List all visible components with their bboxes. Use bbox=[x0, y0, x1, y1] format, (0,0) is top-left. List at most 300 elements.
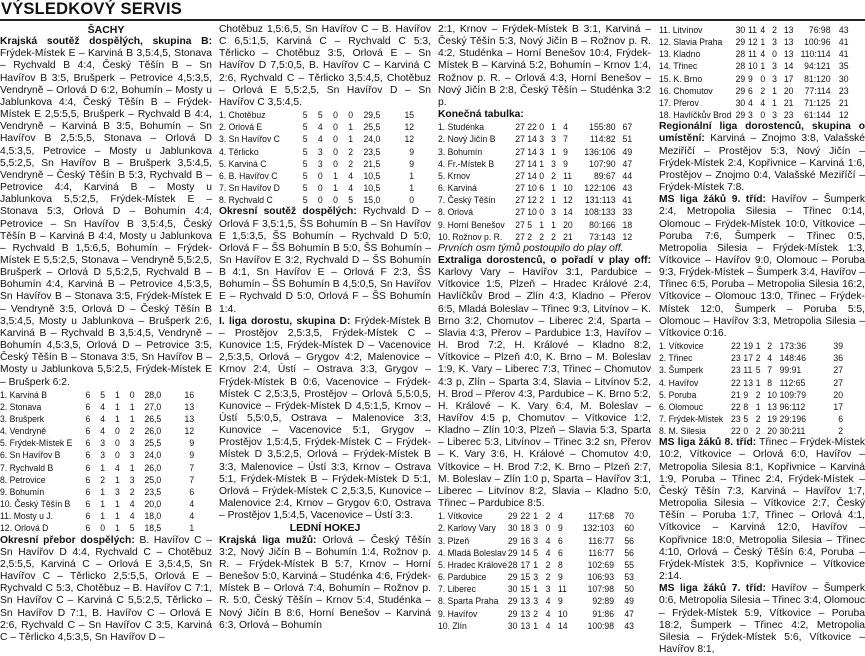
table-cell: 5 bbox=[527, 218, 533, 230]
table-cell: 14 bbox=[520, 546, 531, 558]
table-cell: 1 bbox=[115, 510, 120, 522]
table-cell: 12 bbox=[184, 425, 195, 437]
table-cell: 22 bbox=[731, 425, 741, 437]
table-cell: 2 bbox=[129, 425, 135, 437]
table-cell: 49 bbox=[622, 145, 633, 157]
hockey-extraliga-results bbox=[438, 255, 651, 510]
table-cell: 4 bbox=[348, 182, 354, 194]
table-cell: 25,5 bbox=[363, 121, 381, 133]
chess-okresni-prebor-heading: Okresní přebor dospělých: bbox=[0, 534, 135, 546]
table-cell: 1 bbox=[115, 388, 120, 400]
table-cell: 33 bbox=[622, 206, 633, 218]
column-4 bbox=[659, 24, 865, 656]
table-cell: 9. Bohumín bbox=[0, 485, 45, 497]
table-cell: 100:98 bbox=[587, 619, 615, 631]
table-cell: 9. Havířov bbox=[438, 607, 478, 619]
table-cell: 0 bbox=[333, 157, 338, 169]
table-cell: 17 bbox=[520, 558, 531, 570]
table-cell: 23 bbox=[838, 84, 849, 96]
table-cell: 2. Orlová E bbox=[219, 121, 263, 133]
table-cell: 13 bbox=[783, 24, 794, 35]
table-row bbox=[0, 389, 194, 401]
table-cell: 80:166 bbox=[589, 218, 616, 230]
table-cell: 2 bbox=[755, 388, 761, 400]
table-row bbox=[438, 571, 634, 583]
table-cell: 22 bbox=[527, 121, 537, 133]
table-cell: 1 bbox=[533, 583, 539, 595]
table-cell: 4 bbox=[100, 413, 106, 424]
table-cell: 4 bbox=[545, 546, 551, 558]
table-cell: 11 bbox=[747, 48, 757, 60]
table-cell: 56 bbox=[624, 546, 634, 558]
table-row bbox=[438, 133, 632, 145]
table-cell: 16 bbox=[520, 534, 531, 546]
table-cell: 4 bbox=[760, 48, 766, 60]
table-row bbox=[659, 425, 849, 437]
table-cell: 11 bbox=[557, 583, 567, 595]
table-cell: 27 bbox=[515, 121, 525, 133]
table-cell: 1 bbox=[533, 510, 539, 522]
table-cell: 1 bbox=[551, 145, 556, 157]
table-row bbox=[438, 146, 632, 158]
table-cell: 44 bbox=[622, 169, 633, 181]
table-cell: 0 bbox=[333, 133, 338, 145]
table-cell: 60 bbox=[624, 522, 634, 534]
table-cell: 13 bbox=[743, 376, 753, 388]
table-cell: 3 bbox=[533, 595, 539, 607]
chess-youth-league-results bbox=[219, 316, 431, 523]
table-cell: 10 bbox=[767, 388, 777, 400]
table-cell: 8. Sparta Praha bbox=[438, 595, 499, 607]
table-cell: 2 bbox=[100, 473, 106, 485]
table-cell: 26,0 bbox=[144, 425, 162, 437]
table-cell: 3 bbox=[533, 534, 539, 546]
table-cell: 6 bbox=[85, 388, 91, 400]
table-cell: 14 bbox=[527, 157, 537, 169]
hockey-ms-liga-7-text: Havířov – Šumperk 0:6, Metropolia Silesia – Třinec 3:4, Olomouc – Frýdek-Místek 5:9, Vítkovice – Poruba 18:2, Šumperk – Třinec 4:2, Metropolia Silesia – Frýdek-Místek 5:6, Vítkovice – Havířov 8:1, bbox=[659, 583, 865, 655]
table-cell: 47 bbox=[624, 607, 634, 619]
table-cell: 0 bbox=[333, 145, 338, 157]
table-cell: 39 bbox=[833, 340, 843, 352]
table-cell: 1 bbox=[539, 157, 545, 169]
table-cell: 1. Studénka bbox=[438, 121, 485, 133]
table-cell: 1 bbox=[115, 522, 120, 534]
hockey-extraliga-heading: Extraliga dorostenců, o pořadí v play off: bbox=[438, 254, 651, 266]
table-cell: 0 bbox=[317, 169, 323, 181]
hockey-krajska-liga-continued: 2:1, Krnov – Frýdek-Místek B 3:1, Karviná – Český Těšín 5:3, Nový Jičín B – Rožnov p. R. 4:2, Studénka – Horní Benešov 10:4, Frýdek-Místek B – Karviná 5:2, Bohumín – Krnov 1:4, Rožnov p. R. – Orlová 4:3, Horní Benešov – Nový Jičín B 2:8, Český Těšín – Studénka 3:2 p. bbox=[438, 24, 651, 108]
table-row bbox=[438, 206, 632, 218]
table-cell: 10 bbox=[557, 607, 568, 619]
chess-krajska-text: Frýdek-Místek E – Karviná B 3,5:4,5, Stonava – Rychvald B 4:4, Český Těšín B – Sn Havířov B 3:5, Brušperk – Petrovice 4,5:3,5, Vendryně – Orlová D 6:2, Bohumín – Mosty u Jablunkova 4:4, Český Těšín B – Frýdek-Místek E 2,5:5,5, Brušperk – Rychvald B 4:4, Vendryně – Karviná B 3:5, Bohumín – Sn Havířov B 2,5:5,5, Stonava – Orlová D 4,5:3,5, Petrovice – Mosty u Jablunkova 5,5:2,5, Sn Havířov B – Brušperk 3,5:4,5, Vendryně – Český Těšín B 5:3, Rychvald B – Petrovice 4:4, Karviná B – Mosty u Jablunkova 5,5:2,5, Frýdek-Místek E – Stonava 5:3, Orlová D – Bohumín 4:4, Petrovice – Sn Havířov B 3,5:4,5, Český Těšín B – Karviná B 4:4, Mosty u Jablunkova – Rychvald B 1,5:6,5, Bohumín – Frýdek-Místek E 5,5:2,5, Stonava – Vendryně 5,5:2,5, Brušperk – Orlová D 5,5:2,5, Rychvald B – Bohumín 4:4, Karviná B – Petrovice 4,5:3,5, Sn Havířov B – Stonava 3:5, Frýdek-Místek E – Vendryně 3:5, Orlová D – Český Těšín B 3,5:4,5, Mosty u Jablunkova – Brušperk 2:6, Karviná B – Rychvald B 3,5:4,5, Vendryně – Bohumín 4,5:3,5, Orlová D – Petrovice 3:5, Český Těšín B – Stonava 3:5, Sn Havířov B – Mosty u Jablunkova 5,5:2,5, Frýdek-Místek E – Brušperk 6:2. bbox=[0, 48, 212, 388]
table-row bbox=[219, 109, 414, 121]
table-row bbox=[659, 352, 849, 364]
table-cell: 29 bbox=[735, 109, 746, 121]
table-cell: 132:103 bbox=[582, 522, 615, 534]
table-cell: 9 bbox=[557, 595, 563, 607]
table-cell: 13 bbox=[520, 619, 531, 631]
hockey-extraliga-standings-continued bbox=[659, 24, 849, 121]
table-cell: 5. Hradec Králové bbox=[438, 558, 508, 570]
table-cell: 6 bbox=[539, 182, 545, 194]
hockey-regional-league-text: Karviná – Znojmo 3:8, Valašské Meziříčí – Prostějov 5:3, Nový Jičín – Frýdek-Místek 2:4, Kopřivnice – Karviná 1:6, Prostějov – Znojmo 0:4, Valašské Meziříčí – Frýdek-Místek 7:8. bbox=[659, 133, 865, 194]
table-cell: 9 bbox=[557, 571, 563, 583]
table-cell: 1 bbox=[115, 413, 120, 424]
table-cell: 41 bbox=[622, 194, 633, 206]
table-cell: 18,5 bbox=[144, 522, 162, 534]
table-cell: 5 bbox=[100, 388, 106, 400]
table-cell: 16. Chomutov bbox=[659, 84, 713, 96]
section-heading-chess: ŠACHY bbox=[87, 24, 125, 36]
table-cell: 13. Kladno bbox=[659, 48, 701, 60]
table-cell: 2 bbox=[838, 425, 843, 437]
table-cell: 12 bbox=[527, 194, 537, 206]
table-cell: 1 bbox=[333, 182, 338, 194]
table-cell: 29 bbox=[507, 571, 518, 583]
table-cell: 1 bbox=[348, 121, 354, 133]
table-cell: 106:93 bbox=[587, 571, 615, 583]
table-row bbox=[438, 219, 632, 231]
table-cell: 27,0 bbox=[144, 400, 162, 412]
table-cell: 148:46 bbox=[779, 352, 806, 364]
table-cell: 29 bbox=[735, 84, 746, 96]
table-cell: 9 bbox=[563, 145, 568, 157]
table-cell: 6 bbox=[85, 400, 91, 412]
table-cell: 4 bbox=[189, 510, 195, 522]
hockey-extraliga-text: Karlovy Vary – Havířov 3:1, Pardubice – Vítkovice 1:5, Plzeň – Hradec Králové 2:4, Havlíčkův Brod – Zlín 4:3, Kladno – Přerov 6:5, Mladá Boleslav – Třinec 9:3, Litvínov – K. Brno 3:2, Chomutov – Liberec 2:4, Sparta – Slavia 4:3, Přerov – Pardubice 1:3, Havířov – H. Brod 7:2, H. Králové – Kladno 8:2, Vítkovice – Plzeň 4:0, K. Brno – M. Boleslav 1:9, K. Vary – Liberec 7:3, Třinec – Chomutov 4:3 p, Zlín – Sparta 3:4, Slavia – Litvínov 5:2, H. Brod – Přerov 4:3, Pardubice – K. Brno 5:2, H. Králové – K. Vary 6:4, M. Boleslav – Havířov 4:5 p, Chomutov – Vítkovice 1:2, Kladno – Zlín 10:3, Plzeň – Slavia 5:3, Sparta – Liberec 5:3, Litvínov – Třinec 3:2 sn, Přerov – K. Vary 3:6, H. Králové – Chomutov 4:0, Vítkovice – H. Brod 7:2, K. Brno – Plzeň 2:7, M. Boleslav – Zlín 1:0 p, Sparta – Havířov 3:1, Liberec – Litvínov 8:2, Slavia – Kladno 5:0, Třinec – Pardubice 8:5. bbox=[438, 267, 651, 510]
table-cell: 3. Šumperk bbox=[659, 364, 704, 376]
chess-krajska-standings bbox=[0, 389, 194, 535]
table-cell: 13 bbox=[184, 400, 195, 412]
table-cell: 99:91 bbox=[779, 364, 802, 376]
table-row bbox=[219, 133, 414, 145]
table-row bbox=[219, 158, 414, 170]
table-cell: 4 bbox=[760, 96, 766, 108]
table-cell: 2. Karlovy Vary bbox=[438, 522, 496, 534]
table-cell: 41 bbox=[838, 36, 849, 48]
table-cell: 12 bbox=[622, 230, 633, 242]
table-cell: 8. Petrovice bbox=[0, 473, 46, 485]
table-cell: 6 bbox=[85, 510, 91, 522]
table-cell: 2 bbox=[539, 194, 545, 206]
table-cell: 30 bbox=[735, 96, 746, 108]
table-cell: 10,5 bbox=[363, 182, 381, 194]
table-cell: 1. Karviná B bbox=[0, 388, 47, 400]
table-cell: 8 bbox=[557, 558, 563, 570]
table-cell: 14 bbox=[527, 169, 537, 181]
table-row bbox=[659, 48, 849, 60]
table-cell: 4 bbox=[545, 607, 551, 619]
table-cell: 2 bbox=[545, 558, 551, 570]
table-row bbox=[0, 522, 194, 534]
table-cell: 2 bbox=[772, 24, 777, 35]
table-row bbox=[659, 24, 849, 36]
table-cell: 4 bbox=[563, 121, 568, 133]
table-cell: 15 bbox=[520, 571, 531, 583]
table-row bbox=[0, 498, 194, 510]
table-cell: 3 bbox=[539, 133, 545, 145]
table-cell: 116:77 bbox=[588, 546, 615, 558]
table-row bbox=[0, 437, 194, 449]
table-cell: 5 bbox=[348, 194, 354, 206]
hockey-ms-liga-8-heading: MS liga žáků 8. tříd: bbox=[659, 437, 757, 449]
table-cell: 1 bbox=[551, 182, 556, 194]
table-cell: 30 bbox=[507, 522, 518, 534]
page-header bbox=[0, 0, 865, 22]
table-cell: 29,5 bbox=[363, 109, 381, 121]
table-cell: 1 bbox=[115, 473, 120, 485]
table-cell: 0 bbox=[317, 194, 323, 206]
table-cell: 6 bbox=[557, 534, 563, 546]
table-row bbox=[659, 340, 849, 352]
table-cell: 11 bbox=[743, 364, 753, 376]
table-row bbox=[438, 194, 632, 206]
table-row bbox=[0, 462, 194, 474]
table-cell: 5. Karviná C bbox=[219, 157, 267, 169]
table-cell: 1 bbox=[100, 510, 106, 522]
table-cell: 108:133 bbox=[584, 206, 616, 218]
table-cell: 21 bbox=[838, 96, 849, 108]
table-cell: 13 bbox=[520, 607, 531, 619]
table-cell: 1 bbox=[755, 340, 761, 352]
table-row bbox=[219, 121, 414, 133]
table-cell: 21 bbox=[563, 230, 573, 242]
table-cell: 5 bbox=[302, 145, 308, 157]
table-cell: 3 bbox=[533, 571, 539, 583]
table-cell: 3 bbox=[772, 109, 777, 121]
table-cell: 122:106 bbox=[584, 182, 616, 194]
table-cell: 2 bbox=[545, 510, 551, 522]
hockey-ms-liga-9-heading: MS liga žáků 9. tříd: bbox=[659, 194, 766, 206]
table-cell: 0 bbox=[100, 522, 106, 534]
table-cell: 14. Třinec bbox=[659, 60, 698, 72]
table-cell: 3 bbox=[533, 522, 539, 534]
table-cell: 1 bbox=[409, 169, 415, 181]
table-cell: 4 bbox=[747, 96, 753, 108]
table-row bbox=[438, 182, 632, 194]
table-cell: 29 bbox=[507, 546, 518, 558]
table-cell: 1 bbox=[551, 194, 556, 206]
table-cell: 27 bbox=[833, 364, 843, 376]
table-cell: 3 bbox=[772, 60, 777, 72]
table-cell: 6. Olomouc bbox=[659, 400, 704, 412]
table-cell: 21 bbox=[731, 388, 741, 400]
chess-okresni-prebor-standings bbox=[219, 109, 414, 206]
table-cell: 4 bbox=[129, 510, 135, 522]
table-cell: 12 bbox=[404, 133, 415, 145]
table-row bbox=[659, 73, 849, 85]
table-cell: 1 bbox=[755, 376, 761, 388]
hockey-final-table-heading-line bbox=[438, 109, 651, 121]
table-cell: 6 bbox=[85, 437, 91, 449]
table-cell: 5. Frýdek-Místek E bbox=[0, 437, 73, 449]
table-cell: 16 bbox=[184, 388, 195, 400]
chess-okresni-prebor-text: B. Havířov C – Sn Havířov D 4:4, Rychvald C – Chotěbuz 2,5:5,5, Karviná C – Orlová E 3,5:4,5, Sn Havířov C – Těrlicko 2,5:5,5, Orlová E – Rychvald C 5:3, Chotěbuz – B. Havířov C 7:1, Sn Havířov C – Karviná C 5,5:2,5, Těrlicko – Sn Havířov D 7:1, B. Havířov C – Orlová E 2:6, Rychvald C – Sn Havířov C 3:5, Karviná C – Těrlicko 4,5:3,5, Sn Havířov D – bbox=[0, 534, 212, 643]
table-cell: 6 bbox=[189, 485, 195, 497]
table-cell: 13 bbox=[184, 413, 195, 424]
table-cell: 92:89 bbox=[592, 595, 615, 607]
table-cell: 19 bbox=[743, 340, 753, 352]
table-cell: 1 bbox=[115, 498, 120, 510]
table-cell: 27 bbox=[515, 145, 525, 157]
table-cell: 2 bbox=[755, 413, 761, 424]
table-cell: 0 bbox=[539, 169, 545, 181]
hockey-krajska-liga-text: Orlová – Český Těšín 3:2, Nový Jičín B – Bohumín 1:4, Rožnov p. R. – Frýdek-Místek B 5:7, Krnov – Horní Benešov 5:0, Karviná – Studénka 4:6, Frýdek-Místek B – Orlová 7:4, Bohumín – Rožnov p. R. 5:0, Český Těšín – Krnov 5:4, Studénka – Nový Jičín B 8:6, Horní Benešov – Karviná 6:3, Orlová – Bohumín bbox=[219, 534, 432, 631]
table-cell: 0 bbox=[333, 109, 338, 121]
table-cell: 2 bbox=[539, 230, 545, 242]
table-cell: 107:98 bbox=[587, 583, 615, 595]
table-cell: 7. Liberec bbox=[438, 583, 476, 595]
table-cell: 9 bbox=[409, 145, 415, 157]
playoff-note: Prvních osm týmů postoupilo do play off. bbox=[438, 242, 624, 254]
table-row bbox=[659, 60, 849, 72]
table-cell: 114:82 bbox=[589, 133, 616, 145]
table-cell: 7. Sn Havířov D bbox=[219, 182, 280, 194]
table-cell: 1 bbox=[772, 96, 777, 108]
table-cell: 8. Orlová bbox=[438, 206, 474, 218]
table-cell: 3 bbox=[317, 145, 323, 157]
table-cell: 2. Třinec bbox=[659, 352, 693, 364]
table-cell: 3 bbox=[772, 36, 777, 48]
table-cell: 28 bbox=[735, 60, 746, 72]
table-cell: 6. Sn Havířov B bbox=[0, 449, 61, 461]
table-cell: 23 bbox=[731, 352, 741, 364]
table-cell: 0 bbox=[317, 182, 323, 194]
table-cell: 0 bbox=[348, 109, 354, 121]
table-cell: 1 bbox=[760, 36, 766, 48]
table-cell: 8. M. Silesia bbox=[659, 425, 706, 437]
table-cell: 77:114 bbox=[804, 84, 831, 96]
table-cell: 6 bbox=[85, 413, 91, 424]
table-cell: 3 bbox=[551, 206, 556, 218]
table-cell: 18. Havlíčkův Brod bbox=[659, 109, 732, 121]
table-row bbox=[438, 547, 634, 559]
table-cell: 1. Vítkovice bbox=[659, 340, 704, 352]
table-cell: 25,5 bbox=[144, 437, 162, 449]
hockey-ms-liga-8-text: Třinec – Frýdek-Místek 10:2, Vítkovice – Orlová 6:0, Havířov – Metropolia Silesia 8:1, Kopřivnice – Karviná 1:9, Poruba – Třinec 2:4, Frýdek-Místek – Český Těšín 7:3, Karviná – Havířov 1:7, Metropolia Silesia – Vítkovice 2:7, Český Těšín – Poruba 1:7, Třinec – Orlová 4:1, Vítkovice – Karviná 12:0, Havířov – Kopřivnice 18:0, Metropolia Silesia – Třinec 4:10, Orlová – Český Těšín 6:4, Poruba – Frýdek-Místek 3:5, Kopřivnice – Vítkovice 2:14. bbox=[659, 437, 865, 583]
table-cell: 10 bbox=[527, 182, 537, 194]
table-cell: 10,5 bbox=[363, 169, 381, 181]
table-cell: 9 bbox=[747, 72, 753, 84]
table-cell: 136:106 bbox=[584, 145, 616, 157]
table-cell: 0 bbox=[409, 194, 415, 206]
table-cell: 1 bbox=[551, 218, 556, 230]
table-cell: 47 bbox=[622, 157, 633, 169]
table-cell: 4 bbox=[100, 425, 106, 437]
hockey-krajska-liga-standings bbox=[438, 121, 632, 243]
table-cell: 6 bbox=[838, 413, 843, 424]
table-cell: 0 bbox=[772, 48, 777, 60]
table-cell: 1 bbox=[533, 619, 539, 631]
table-row bbox=[0, 401, 194, 413]
playoff-note-line bbox=[438, 243, 651, 255]
table-cell: 2 bbox=[348, 157, 354, 169]
table-cell: 0 bbox=[333, 194, 338, 206]
table-cell: 3 bbox=[772, 72, 777, 84]
table-cell: 30 bbox=[735, 24, 746, 35]
table-cell: 20 bbox=[783, 84, 794, 96]
table-cell: 19 bbox=[767, 413, 777, 424]
table-cell: 15 bbox=[520, 583, 531, 595]
chess-okresni-prebor-results bbox=[0, 535, 212, 644]
hockey-ms-liga-9-standings bbox=[659, 340, 849, 437]
table-cell: 9 bbox=[409, 157, 415, 169]
table-cell: 14 bbox=[783, 60, 794, 72]
table-cell: 18 bbox=[520, 522, 531, 534]
table-cell: 0 bbox=[129, 388, 135, 400]
table-cell: 61:144 bbox=[804, 109, 831, 121]
table-cell: 5 bbox=[755, 364, 761, 376]
table-row bbox=[438, 535, 634, 547]
table-cell: 4 bbox=[100, 400, 106, 412]
table-cell: 4 bbox=[317, 121, 323, 133]
table-cell: 6. B. Havířov C bbox=[219, 169, 278, 181]
table-cell: 81:120 bbox=[804, 72, 831, 84]
table-cell: 4 bbox=[545, 619, 551, 631]
table-cell: 23,5 bbox=[144, 485, 162, 497]
table-cell: 27 bbox=[515, 218, 525, 230]
table-cell: 0 bbox=[539, 121, 545, 133]
table-cell: 173:36 bbox=[779, 340, 806, 352]
table-cell: 13 bbox=[783, 36, 794, 48]
table-cell: 5 bbox=[302, 182, 308, 194]
table-row bbox=[659, 109, 849, 121]
table-cell: 20 bbox=[833, 388, 843, 400]
table-cell: 43 bbox=[624, 619, 634, 631]
table-cell: 6 bbox=[85, 498, 91, 510]
table-cell: 5 bbox=[302, 169, 308, 181]
table-cell: 23 bbox=[783, 109, 794, 121]
hockey-extraliga-standings bbox=[438, 510, 634, 632]
hockey-ms-liga-9-results bbox=[659, 194, 865, 340]
table-row bbox=[219, 170, 414, 182]
table-cell: 29 bbox=[507, 595, 518, 607]
table-cell: 14 bbox=[557, 619, 568, 631]
table-cell: 94:121 bbox=[804, 60, 831, 72]
table-cell: 9 bbox=[557, 522, 563, 534]
table-cell: 6 bbox=[557, 546, 563, 558]
table-cell: 10. Český Těšín B bbox=[0, 498, 71, 510]
table-cell: 1 bbox=[533, 558, 539, 570]
table-cell: 12. Slavia Praha bbox=[659, 36, 723, 48]
hockey-ms-liga-8-results bbox=[659, 437, 865, 583]
table-cell: 28 bbox=[507, 558, 518, 570]
table-cell: 27 bbox=[515, 133, 525, 145]
table-cell: 29:196 bbox=[779, 413, 806, 424]
table-cell: 10 bbox=[527, 206, 537, 218]
table-cell: 4 bbox=[767, 352, 773, 364]
chess-okresni-prebor-continued: Chotěbuz 1,5:6,5, Sn Havířov C – B. Havířov C 6,5:1,5, Karviná C – Rychvald C 5:3, Těrlicko – Chotěbuz 3:5, Orlová E – Sn Havířov D 7,5:0,5, B. Havířov C – Karviná C 2:6, Rychvald C – Těrlicko 3,5:4,5, Chotěbuz – Orlová E 5,5:2,5, Sn Havířov D – Sn Havířov C 3,5:4,5. bbox=[219, 24, 431, 108]
table-cell: 2 bbox=[551, 230, 556, 242]
table-cell: 13 bbox=[783, 48, 794, 60]
table-cell: 5 bbox=[743, 413, 749, 424]
table-cell: 2 bbox=[129, 485, 135, 497]
table-cell: 12. Orlová D bbox=[0, 522, 49, 534]
table-cell: 5. Poruba bbox=[659, 388, 697, 400]
table-cell: 3 bbox=[539, 145, 545, 157]
table-cell: 9 bbox=[189, 437, 195, 449]
table-cell: 76:98 bbox=[808, 24, 831, 35]
table-cell: 27 bbox=[833, 376, 843, 388]
table-cell: 3. Sn Havířov C bbox=[219, 133, 280, 145]
table-cell: 20 bbox=[767, 425, 777, 437]
table-cell: 70 bbox=[624, 510, 634, 522]
table-cell: 17. Přerov bbox=[659, 96, 699, 108]
table-cell: 10 bbox=[747, 60, 758, 72]
table-cell: 27 bbox=[515, 230, 525, 242]
table-cell: 8 bbox=[743, 400, 749, 412]
table-cell: 29 bbox=[507, 510, 518, 522]
table-row bbox=[219, 182, 414, 194]
